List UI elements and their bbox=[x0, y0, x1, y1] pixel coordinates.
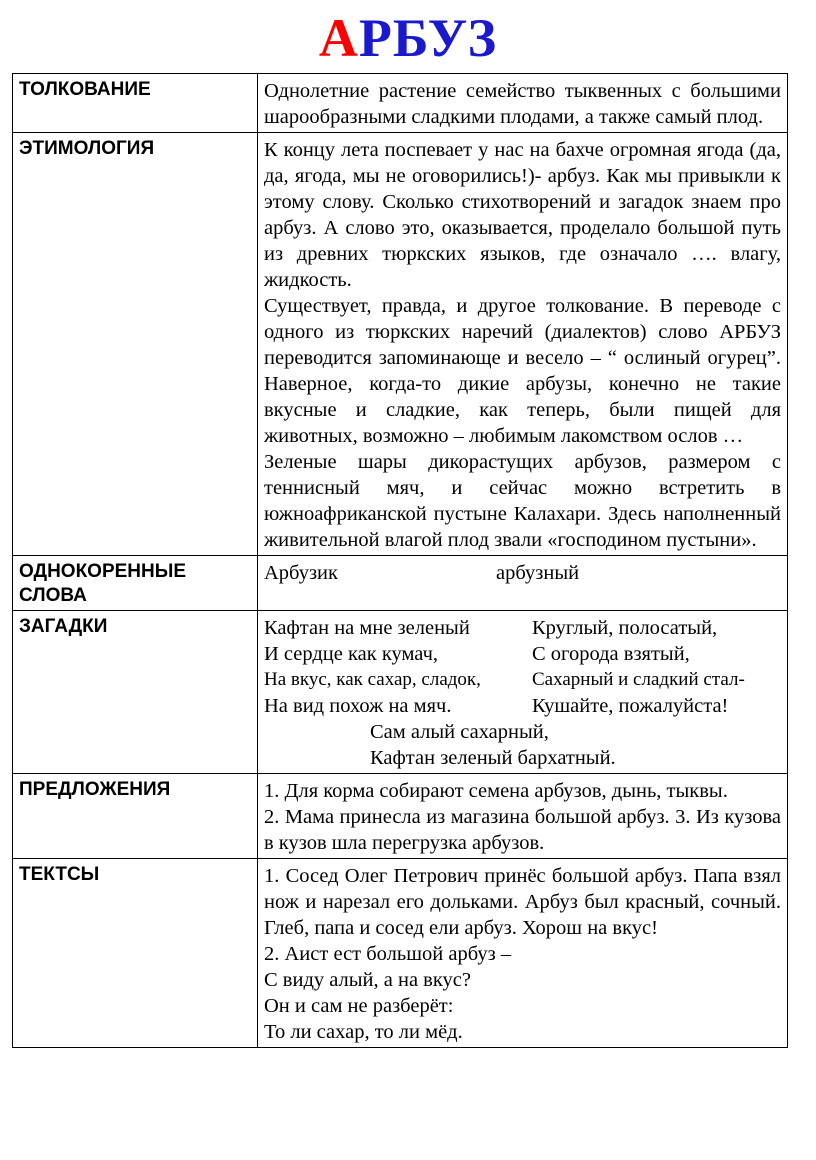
texts-content bbox=[258, 859, 788, 1048]
row-riddles bbox=[13, 611, 788, 774]
riddle-line: На вид похож на мяч. bbox=[264, 695, 452, 717]
riddle-line: Кафтан на мне зеленый bbox=[264, 617, 470, 639]
heading-etymology: ЭТИМОЛОГИЯ bbox=[13, 133, 258, 556]
heading-sentences: ПРЕДЛОЖЕНИЯ bbox=[13, 774, 258, 859]
etymology-paragraph: Существует, правда, и другое толкование. В переводе с одного из тюркских наречий (диалектов) слово АРБУЗ переводится запоминающе и весело – “ ослиный огурец”. Наверное, когда-то дикие арбузы, конечно не такие вкусные и сладкие, как теперь, были пищей для животных, возможно – любимым лакомством ослов … bbox=[264, 295, 781, 447]
riddle-line: И сердце как кумач, bbox=[264, 643, 439, 665]
title-first-letter: А bbox=[318, 8, 359, 68]
etymology-paragraph: Зеленые шары дикорастущих арбузов, размером с теннисный мяч, и сейчас можно встретить в южноафриканской пустыне Калахари. Здесь наполненный живительной влагой плод звали «господином пустыни». bbox=[264, 451, 781, 551]
cognate-word: Арбузик bbox=[264, 562, 338, 584]
riddle-line: Круглый, полосатый, bbox=[532, 617, 718, 639]
heading-riddles: ЗАГАДКИ bbox=[13, 611, 258, 774]
poem-line: С виду алый, а на вкус? bbox=[264, 969, 471, 991]
cognate-word: арбузный bbox=[496, 562, 580, 584]
poem-line: 2. Аист ест большой арбуз – bbox=[264, 943, 512, 965]
sentence-line: 1. Для корма собирают семена арбузов, дынь, тыквы. bbox=[264, 780, 728, 802]
interpretation-text bbox=[258, 74, 788, 133]
sentence-line: 2. Мама принесла из магазина большой арбуз. 3. Из кузова в кузов шла перегрузка арбузов. bbox=[264, 806, 781, 854]
etymology-text bbox=[258, 133, 788, 556]
poem-line: Он и сам не разберёт: bbox=[264, 995, 454, 1017]
cognates-words bbox=[258, 556, 788, 611]
etymology-paragraph: К концу лета поспевает у нас на бахче огромная ягода (да, да, ягода, мы не оговорились!)- арбуз. Как мы привыкли к этому слову. Сколько стихотворений и загадок знаем про арбуз. А слово это, оказывается, проделало большой путь из древних тюркских языков, где означало …. влагу, жидкость. bbox=[264, 139, 781, 291]
row-interpretation bbox=[13, 74, 788, 133]
texts-paragraph: 1. Сосед Олег Петрович принёс большой арбуз. Папа взял нож и нарезал его дольками. Арбуз был красный, сочный. Глеб, папа и сосед ели арбуз. Хорош на вкус! bbox=[264, 865, 781, 939]
interpretation-paragraph: Однолетние растение семейство тыквенных с большими шарообразными сладкими плодами, а также самый плод. bbox=[264, 80, 781, 128]
poem-line: То ли сахар, то ли мёд. bbox=[264, 1021, 463, 1043]
title-rest: РБУЗ bbox=[358, 8, 498, 68]
riddle-line: С огорода взятый, bbox=[532, 643, 690, 665]
word-card-table bbox=[12, 73, 788, 1048]
riddle-line: Кафтан зеленый бархатный. bbox=[370, 747, 616, 769]
riddles-content bbox=[258, 611, 788, 774]
row-sentences bbox=[13, 774, 788, 859]
heading-interpretation: ТОЛКОВАНИЕ bbox=[13, 74, 258, 133]
heading-texts: ТЕКТСЫ bbox=[13, 859, 258, 1048]
row-texts bbox=[13, 859, 788, 1048]
riddle-line: На вкус, как сахар, сладок, bbox=[264, 669, 481, 690]
row-cognates bbox=[13, 556, 788, 611]
riddle-line: Кушайте, пожалуйста! bbox=[532, 695, 729, 717]
page-title bbox=[0, 6, 816, 70]
heading-cognates: ОДНОКОРЕННЫЕ СЛОВА bbox=[13, 556, 258, 611]
sentences-content bbox=[258, 774, 788, 859]
riddle-line: Сахарный и сладкий стал- bbox=[532, 669, 745, 690]
riddle-line: Сам алый сахарный, bbox=[370, 721, 549, 743]
row-etymology bbox=[13, 133, 788, 556]
